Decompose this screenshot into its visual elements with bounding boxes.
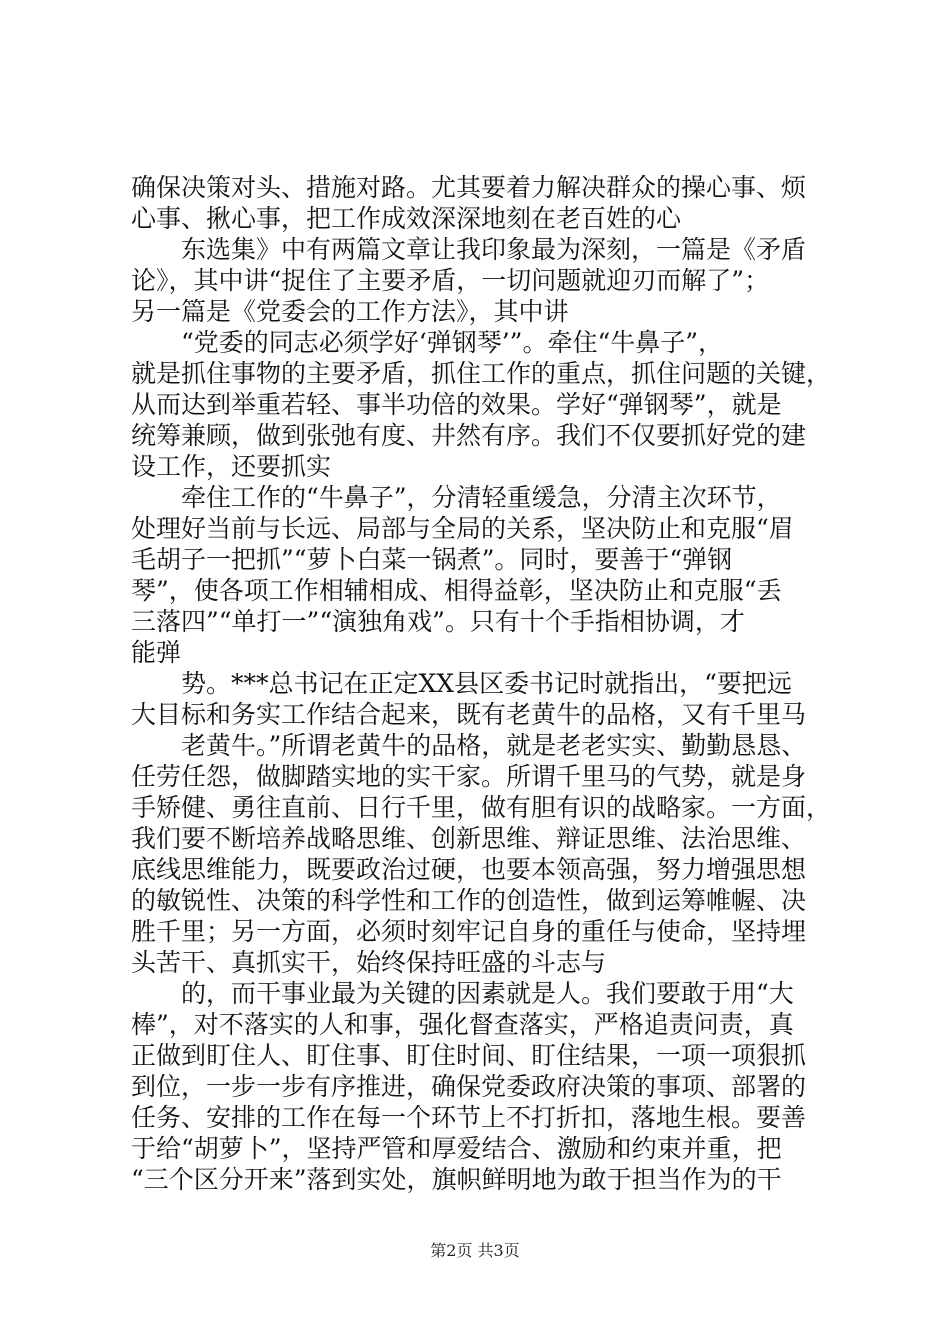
text-line: 我们要不断培养战略思维、创新思维、辩证思维、法治思维、	[131, 824, 807, 853]
text-line: 三落四”“单打一”“演独角戏”。只有十个手指相协调，才	[131, 607, 745, 636]
text-line: 牵住工作的“牛鼻子”，分清轻重缓急，分清主次环节，	[181, 483, 782, 512]
text-line: “三个区分开来”落到实处，旗帜鲜明地为敢于担当作为的干	[131, 1165, 782, 1194]
text-line: 于给“胡萝卜”，坚持严管和厚爱结合、激励和约束并重，把	[131, 1134, 782, 1163]
text-line: 设工作，还要抓实	[131, 452, 332, 481]
text-line: 琴”，使各项工作相辅相成、相得益彰，坚决防止和克服“丢	[131, 576, 782, 605]
text-line: 正做到盯住人、盯住事、盯住时间、盯住结果，一项一项狠抓	[131, 1041, 807, 1070]
text-line: 势。***总书记在正定XX县区委书记时就指出，“要把远	[181, 669, 792, 698]
text-line: 心事、揪心事，把工作成效深深地刻在老百姓的心	[131, 204, 682, 233]
text-line: 的，而干事业最为关键的因素就是人。我们要敢于用“大	[181, 979, 794, 1008]
text-line: 从而达到举重若轻、事半功倍的效果。学好“弹钢琴”，就是	[131, 390, 782, 419]
text-line: “党委的同志必须学好‘弹钢琴’”。牵住“牛鼻子”，	[181, 328, 724, 357]
text-line: 能弹	[131, 638, 182, 667]
text-line: 手矫健、勇往直前、日行千里，做有胆有识的战略家。一方面，	[131, 793, 832, 822]
text-line: 任务、安排的工作在每一个环节上不打折扣，落地生根。要善	[131, 1103, 807, 1132]
text-line: 老黄牛。”所谓老黄牛的品格，就是老老实实、勤勤恳恳、	[181, 731, 807, 760]
text-line: 胜千里；另一方面，必须时刻牢记自身的重任与使命，坚持埋	[131, 917, 807, 946]
text-line: 统筹兼顾，做到张弛有度、井然有序。我们不仅要抓好党的建	[131, 421, 807, 450]
text-line: 头苦干、真抓实干，始终保持旺盛的斗志与	[131, 948, 607, 977]
text-line: 到位，一步一步有序推进，确保党委政府决策的事项、部署的	[131, 1072, 807, 1101]
text-line: 另一篇是《党委会的工作方法》，其中讲	[131, 297, 569, 326]
text-line: 就是抓住事物的主要矛盾，抓住工作的重点，抓住问题的关键，	[131, 359, 832, 388]
text-line: 底线思维能力，既要政治过硬，也要本领高强，努力增强思想	[131, 855, 807, 884]
text-line: 处理好当前与长远、局部与全局的关系，坚决防止和克服“眉	[131, 514, 794, 543]
text-line: 论》，其中讲“捉住了主要矛盾，一切问题就迎刃而解了”；	[131, 266, 770, 295]
text-line: 大目标和务实工作结合起来，既有老黄牛的品格，又有千里马	[131, 700, 807, 729]
page-footer: 第2页 共3页	[430, 1241, 520, 1260]
document-body	[131, 172, 851, 1195]
text-line: 东选集》中有两篇文章让我印象最为深刻，一篇是《矛盾	[181, 235, 807, 264]
text-line: 确保决策对头、措施对路。尤其要着力解决群众的操心事、烦	[131, 173, 807, 202]
text-line: 的敏锐性、决策的科学性和工作的创造性，做到运筹帷幄、决	[131, 886, 807, 915]
text-line: 棒”，对不落实的人和事，强化督查落实，严格追责问责，真	[131, 1010, 794, 1039]
text-line: 任劳任怨，做脚踏实地的实干家。所谓千里马的气势，就是身	[131, 762, 807, 791]
text-line: 毛胡子一把抓”“萝卜白菜一锅煮”。同时，要善于“弹钢	[131, 545, 733, 574]
